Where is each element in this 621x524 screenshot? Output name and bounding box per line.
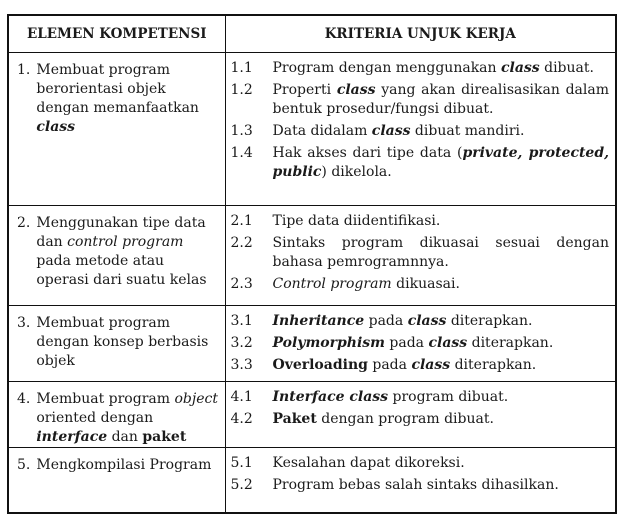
table-row xyxy=(8,306,616,382)
criteria-cell xyxy=(225,448,616,514)
element-text-part: class xyxy=(36,119,76,135)
header-elemen-kompetensi: ELEMEN KOMPETENSI xyxy=(8,15,225,53)
competency-element-cell xyxy=(8,448,225,514)
element-number: 1. xyxy=(17,62,31,78)
criterion-item xyxy=(231,234,610,272)
criterion-text-part: Inheritance xyxy=(272,313,365,329)
element-text xyxy=(36,456,218,475)
criterion-text xyxy=(273,454,610,473)
criterion-item xyxy=(231,144,610,182)
criterion-item xyxy=(231,312,610,331)
criterion-number: 1.1 xyxy=(230,60,253,76)
criterion-text-part: Program dengan menggunakan xyxy=(272,60,501,76)
table-row xyxy=(8,206,616,306)
element-text xyxy=(36,390,218,447)
criterion-number: 1.4 xyxy=(230,145,253,161)
competency-element-cell xyxy=(8,382,225,448)
criterion-text xyxy=(273,59,610,78)
competency-element xyxy=(17,456,219,475)
element-text xyxy=(36,61,218,137)
competency-element xyxy=(17,61,219,137)
criterion-item xyxy=(231,476,610,495)
element-text-part: pada metode atau operasi dari suatu kelas xyxy=(36,253,207,288)
element-text-part: paket xyxy=(142,429,187,445)
criterion-text-part: yang akan direalisasikan dalam bentuk prosedur/fungsi dibuat. xyxy=(272,82,609,117)
criterion-item xyxy=(231,356,610,375)
competency-element-cell xyxy=(8,306,225,382)
criterion-number: 2.1 xyxy=(230,213,253,229)
criterion-text xyxy=(273,81,610,119)
criterion-number: 3.2 xyxy=(230,335,253,351)
criterion-text-part: Data didalam xyxy=(272,123,372,139)
competency-element xyxy=(17,214,219,290)
criterion-text-part: class xyxy=(336,82,376,98)
criterion-text xyxy=(273,275,610,294)
criterion-item xyxy=(231,388,610,407)
criterion-text xyxy=(273,144,610,182)
element-text-part: interface xyxy=(36,429,108,445)
criterion-text-part: Sintaks program dikuasai sesuai dengan bahasa pemrogramnnya. xyxy=(272,235,609,270)
criterion-text-part: Kesalahan dapat dikoreksi. xyxy=(272,455,465,471)
criterion-text-part: Overloading xyxy=(272,357,368,373)
element-number: 2. xyxy=(17,215,31,231)
element-number: 5. xyxy=(17,457,31,473)
criteria-cell xyxy=(225,382,616,448)
element-number: 4. xyxy=(17,391,31,407)
criterion-text-part: class xyxy=(371,123,411,139)
criterion-text-part: Tipe data diidentifikasi. xyxy=(272,213,441,229)
criterion-item xyxy=(231,122,610,141)
criterion-text-part: private, protected, public xyxy=(272,145,610,180)
criterion-number: 5.2 xyxy=(230,477,253,493)
criterion-text xyxy=(273,312,610,331)
criterion-item xyxy=(231,454,610,473)
criterion-number: 4.1 xyxy=(230,389,253,405)
element-text-part: Mengkompilasi Program xyxy=(36,457,212,473)
element-text-part: Membuat program berorientasi objek dengan memanfaatkan xyxy=(36,62,199,116)
criterion-text-part: Program bebas salah sintaks dihasilkan. xyxy=(272,477,559,493)
table-header-row xyxy=(8,15,616,53)
criterion-text xyxy=(273,234,610,272)
element-text-part: Menggunakan tipe data dan xyxy=(36,215,206,250)
criterion-text-part: Paket xyxy=(272,411,317,427)
criterion-text xyxy=(273,212,610,231)
criterion-number: 2.2 xyxy=(230,235,253,251)
competency-element xyxy=(17,314,219,371)
competency-element-cell xyxy=(8,206,225,306)
criterion-text-part: Properti xyxy=(272,82,337,98)
element-text-part: Membuat program xyxy=(36,391,175,407)
criterion-number: 3.1 xyxy=(230,313,253,329)
criterion-text-part: diterapkan. xyxy=(450,357,537,373)
criterion-number: 5.1 xyxy=(230,455,253,471)
criterion-text-part: Hak akses dari tipe data ( xyxy=(272,145,463,161)
criterion-item xyxy=(231,212,610,231)
competency-element-cell xyxy=(8,53,225,206)
criterion-text xyxy=(273,388,610,407)
criterion-text-part: dengan program dibuat. xyxy=(316,411,494,427)
element-text-part: Membuat program dengan konsep berbasis objek xyxy=(36,315,209,369)
criterion-text-part: ) dikelola. xyxy=(321,164,392,180)
criterion-text-part: class xyxy=(411,357,451,373)
criterion-text-part: class xyxy=(428,335,468,351)
element-text-part: object xyxy=(174,391,218,407)
criterion-text-part: pada xyxy=(364,313,408,329)
criterion-number: 1.3 xyxy=(230,123,253,139)
criterion-text xyxy=(273,334,610,353)
criterion-number: 1.2 xyxy=(230,82,253,98)
competency-element xyxy=(17,390,219,447)
element-number: 3. xyxy=(17,315,31,331)
criterion-number: 3.3 xyxy=(230,357,253,373)
criterion-text-part: program dibuat. xyxy=(388,389,509,405)
criterion-text-part: class xyxy=(407,313,447,329)
criterion-text xyxy=(273,356,610,375)
criterion-text-part: diterapkan. xyxy=(446,313,533,329)
criteria-cell xyxy=(225,306,616,382)
criterion-number: 4.2 xyxy=(230,411,253,427)
criterion-text-part: dibuat mandiri. xyxy=(410,123,525,139)
criterion-text-part: pada xyxy=(384,335,429,351)
criterion-text-part: Polymorphism xyxy=(272,335,385,351)
element-text-part: dan xyxy=(107,429,143,445)
table-row xyxy=(8,53,616,206)
criterion-item xyxy=(231,410,610,429)
criterion-item xyxy=(231,275,610,294)
criteria-cell xyxy=(225,206,616,306)
element-text-part: control program xyxy=(67,234,184,250)
criterion-text-part: Interface class xyxy=(272,389,389,405)
criterion-item xyxy=(231,334,610,353)
criterion-text xyxy=(273,476,610,495)
element-text xyxy=(36,214,218,290)
element-text xyxy=(36,314,218,371)
criterion-text-part: class xyxy=(500,60,540,76)
criterion-text-part: dibuat. xyxy=(539,60,594,76)
criterion-text xyxy=(273,410,610,429)
competency-table xyxy=(7,14,617,514)
table-row xyxy=(8,448,616,514)
table-row xyxy=(8,382,616,448)
criterion-item xyxy=(231,59,610,78)
criterion-text xyxy=(273,122,610,141)
criterion-text-part: pada xyxy=(367,357,412,373)
criterion-text-part: diterapkan. xyxy=(467,335,554,351)
criterion-text-part: dikuasai. xyxy=(391,276,460,292)
header-kriteria-unjuk-kerja: KRITERIA UNJUK KERJA xyxy=(225,15,616,53)
criterion-text-part: Control program xyxy=(272,276,392,292)
criterion-number: 2.3 xyxy=(230,276,253,292)
criterion-item xyxy=(231,81,610,119)
element-text-part: oriented dengan xyxy=(36,410,154,426)
criteria-cell xyxy=(225,53,616,206)
